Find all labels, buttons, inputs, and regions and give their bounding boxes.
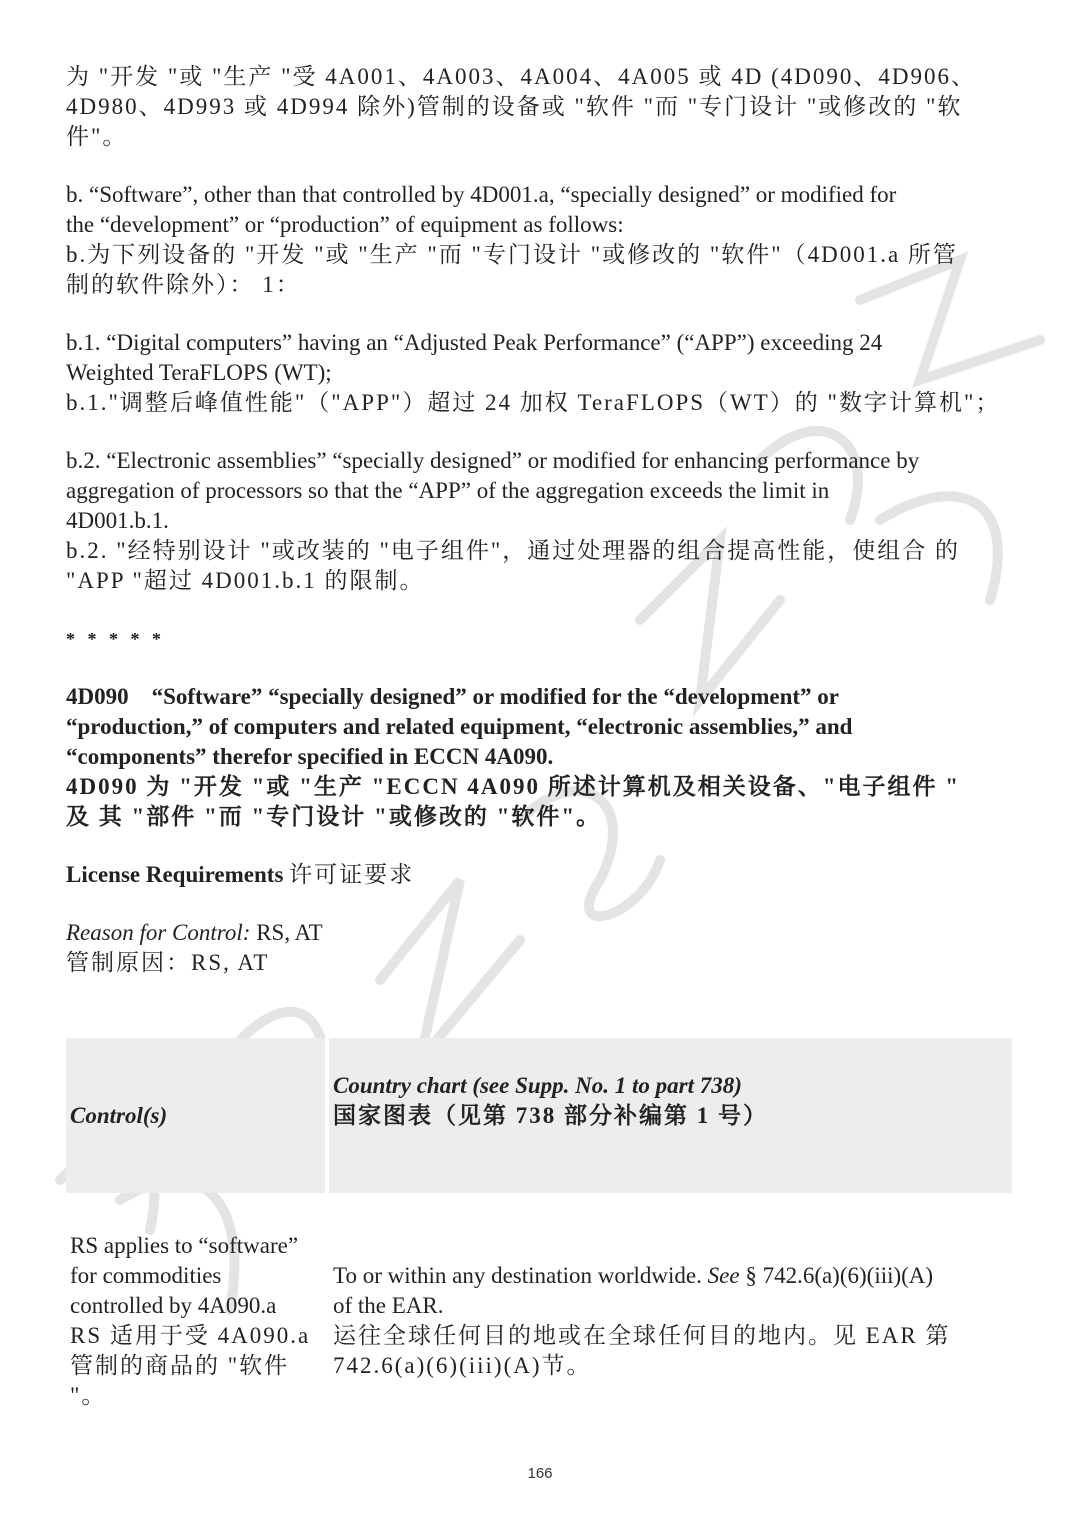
control-table — [66, 1038, 1012, 1411]
eccn-heading-en-1: 4D090 “Software” “specially designed” or modified for the “development” or — [66, 684, 840, 709]
license-heading-en: License Requirements — [66, 862, 284, 887]
reason-for-control — [66, 918, 1016, 948]
page-number: 166 — [527, 1465, 553, 1482]
eccn-heading-en-2: “production,” of computers and related equipment, “electronic assemblies,” and — [66, 714, 853, 739]
rs-line-6: "。 — [70, 1383, 107, 1408]
item-b1-en-1: b.1. “Digital computers” having an “Adjusted Peak Performance” (“APP”) exceeding 24 — [66, 330, 883, 355]
document-body — [66, 62, 1016, 978]
item-b2-cn-1: b.2. "经特别设计 "或改装的 "电子组件"，通过处理器的组合提高性能，使组合 的 — [66, 538, 961, 563]
eccn-heading-en-3: “components” therefor specified in ECCN 4A090. — [66, 744, 554, 769]
eccn-heading-cn-1: 4D090 为 "开发 "或 "生产 "ECCN 4A090 所述计算机及相关设备、"电子组件 " — [66, 774, 961, 799]
rs-line-2: for commodities — [70, 1263, 222, 1288]
header-controls: Control(s) — [66, 1038, 325, 1193]
header-country-chart — [329, 1038, 1012, 1193]
item-b-cn-1: b.为下列设备的 "开发 "或 "生产 "而 "专门设计 "或修改的 "软件"（4D001.a 所管 — [66, 242, 958, 267]
reason-for-control-cn: 管制原因：RS, AT — [66, 950, 270, 975]
header-country-chart-cn: 国家图表（见第 738 部分补编第 1 号） — [333, 1103, 768, 1128]
license-heading-cn: 许可证要求 — [289, 862, 415, 887]
intro-line-2: 4D980、4D993 或 4D994 除外)管制的设备或 "软件 "而 "专门设计 "或修改的 "软 — [66, 94, 963, 119]
rs-destination-cell — [329, 1193, 1012, 1411]
destination-cn-2: 742.6(a)(6)(iii)(A)节。 — [333, 1353, 592, 1378]
reason-value: RS, AT — [250, 920, 323, 945]
rs-line-5: 管制的商品的 "软件 — [70, 1353, 290, 1378]
rs-line-3: controlled by 4A090.a — [70, 1293, 277, 1318]
item-b2-cn-2: "APP "超过 4D001.b.1 的限制。 — [66, 568, 425, 593]
reason-label: Reason for Control: — [66, 920, 251, 945]
rs-line-1: RS applies to “software” — [70, 1233, 299, 1258]
intro-line-3: 件"。 — [66, 124, 128, 149]
item-b-en-2: the “development” or “production” of equipment as follows: — [66, 212, 624, 237]
rs-line-4: RS 适用于受 4A090.a — [70, 1323, 311, 1348]
intro-line-1: 为 "开发 "或 "生产 "受 4A001、4A003、4A004、4A005 或 4D (4D090、4D906、 — [66, 64, 976, 89]
item-b1-en-2: Weighted TeraFLOPS (WT); — [66, 360, 332, 385]
control-table-header — [66, 1038, 1012, 1193]
destination-en-2: of the EAR. — [333, 1293, 444, 1318]
item-b-cn-2: 制的软件除外）： 1： — [66, 272, 301, 297]
item-b2-en-3: 4D001.b.1. — [66, 508, 169, 533]
item-b2-en-2: aggregation of processors so that the “APP” of the aggregation exceeds the limit in — [66, 478, 830, 503]
eccn-heading-cn-2: 及 其 "部件 "而 "专门设计 "或修改的 "软件"。 — [66, 804, 602, 829]
item-b2-en-1: b.2. “Electronic assemblies” “specially designed” or modified for enhancing performance by — [66, 448, 920, 473]
destination-cn-1: 运往全球任何目的地或在全球任何目的地内。见 EAR 第 — [333, 1323, 951, 1348]
rs-control-cell — [66, 1193, 325, 1411]
item-b-en-1: b. “Software”, other than that controlled by 4D001.a, “specially designed” or modified for — [66, 182, 897, 207]
section-separator: * * * * * — [66, 629, 165, 649]
destination-en-1: To or within any destination worldwide. See § 742.6(a)(6)(iii)(A) — [333, 1263, 934, 1288]
table-row — [66, 1193, 1012, 1411]
license-requirements-heading — [66, 860, 1016, 890]
header-country-chart-en: Country chart (see Supp. No. 1 to part 738) — [333, 1073, 742, 1098]
item-b1-cn-1: b.1."调整后峰值性能"（"APP"）超过 24 加权 TeraFLOPS（WT）的 "数字计算机"； — [66, 390, 1001, 415]
